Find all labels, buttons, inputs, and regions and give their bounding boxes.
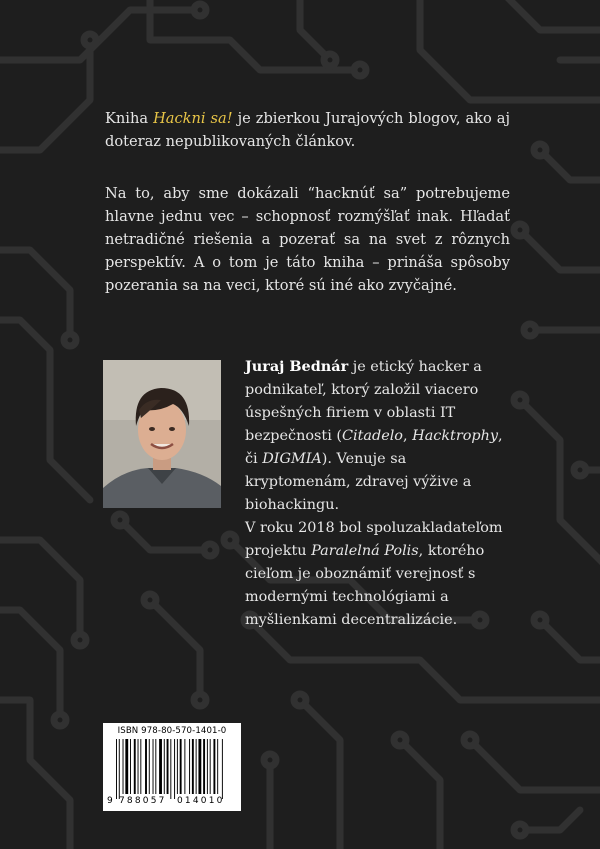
project-name: Paralelná Polis bbox=[311, 543, 419, 559]
intro-paragraph bbox=[105, 107, 510, 153]
bio-text: , či bbox=[245, 428, 503, 467]
barcode-digits-left: 788057 bbox=[119, 796, 167, 806]
author-photo bbox=[103, 360, 221, 508]
thesis-paragraph: Na to, aby sme dokázali “hacknúť sa” potrebujeme hlavne jednu vec – schopnosť rozmýšľať inak. Hľadať netradičné riešenia a pozerať sa na svet z rôznych perspektív. A o tom je táto kniha – prináša spôsoby pozerania sa na veci, ktoré sú iné ako zvyčajné. bbox=[105, 185, 510, 294]
isbn-label: ISBN 978-80-570-1401-0 bbox=[117, 726, 227, 736]
company-name: DIGMIA bbox=[262, 451, 322, 467]
barcode-digit-first: 9 bbox=[107, 796, 113, 806]
company-name: Citadelo bbox=[342, 428, 403, 444]
bio-text: ). Venuje sa kryptomenám, zdravej výžive a biohackingu. bbox=[245, 451, 472, 513]
bio-paragraph-1 bbox=[245, 355, 509, 517]
bio-paragraph-2 bbox=[245, 517, 509, 632]
bio-text: , bbox=[402, 428, 413, 444]
company-name: Hacktrophy bbox=[412, 428, 498, 444]
intro-prefix: Kniha bbox=[105, 110, 154, 127]
intro-suffix: je zbierkou Jurajových blogov, ako aj doteraz nepublikovaných článkov. bbox=[105, 110, 510, 150]
author-bio bbox=[245, 355, 509, 632]
bio-text: , ktorého cieľom je oboznámiť verejnosť s modernými technológiami a myšlienkami decentralizácie. bbox=[245, 543, 485, 628]
book-title: Hackni sa! bbox=[153, 110, 233, 127]
bio-text: je etický hacker a podnikateľ, ktorý založil viacero úspešných firiem v oblasti IT bezpečnosti ( bbox=[245, 359, 482, 444]
barcode-digits-right: 014010 bbox=[177, 796, 225, 806]
bio-text: V roku 2018 bol spoluzakladateľom projektu bbox=[245, 520, 503, 559]
isbn-barcode bbox=[103, 723, 241, 811]
author-name: Juraj Bednár bbox=[245, 358, 349, 375]
